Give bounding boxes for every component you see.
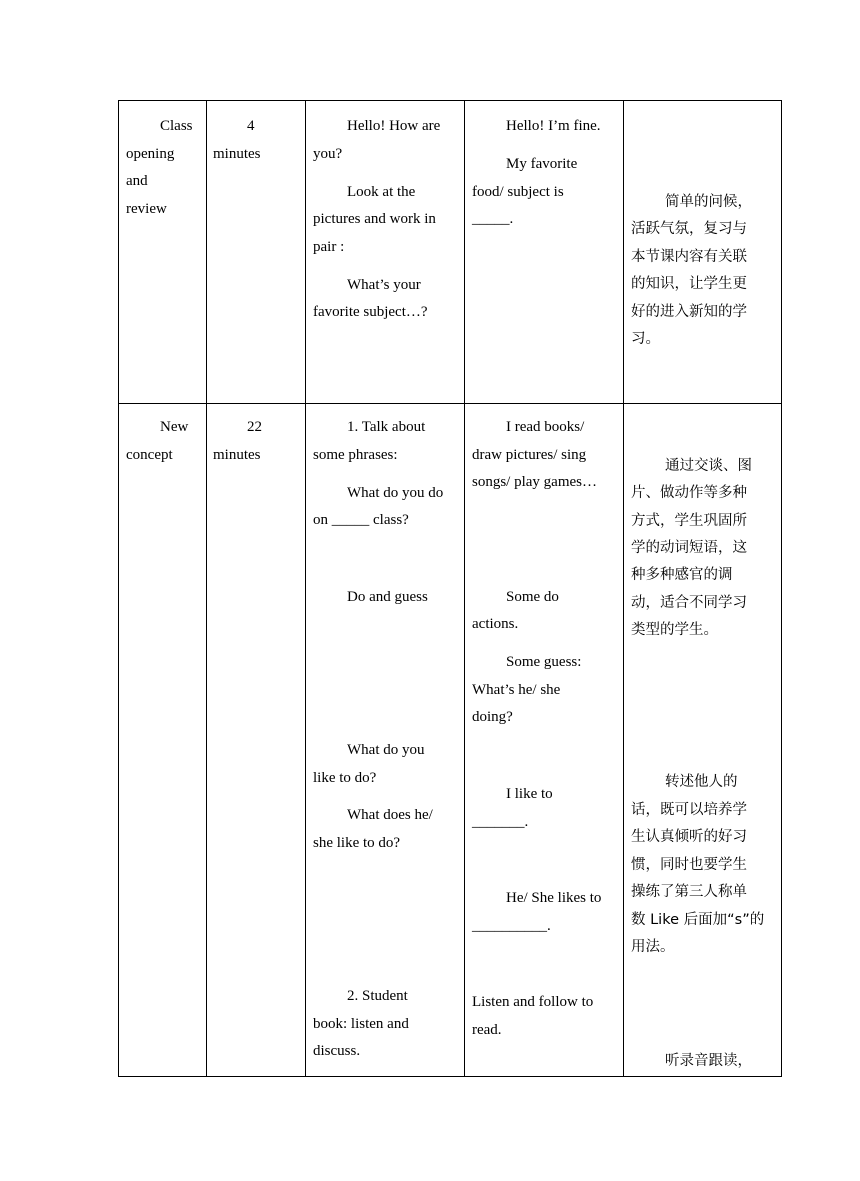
teacher-text: discuss. (313, 1043, 361, 1059)
column-divider (206, 100, 207, 1077)
purpose-text: 话，既可以培养学 (631, 802, 747, 818)
student-text: Listen and follow to (472, 994, 594, 1010)
teacher-text: What does he/ (347, 807, 433, 823)
purpose-text: 生认真倾听的好习 (631, 829, 747, 845)
time-value: 4 (247, 118, 255, 134)
stage-text: opening (126, 146, 175, 162)
column-divider (623, 100, 624, 1077)
teacher-text: like to do? (313, 770, 377, 786)
row-divider (118, 403, 782, 404)
table-right-border (781, 100, 782, 1077)
student-text: Some guess: (506, 654, 582, 670)
teacher-text: What’s your (347, 277, 421, 293)
student-text: Some do (506, 589, 559, 605)
teacher-text: 1. Talk about (347, 419, 426, 435)
student-text: songs/ play games… (472, 474, 597, 490)
student-text: He/ She likes to (506, 890, 602, 906)
student-text: __________. (472, 918, 551, 934)
purpose-text: 简单的问候， (665, 194, 752, 210)
purpose-text: 本节课内容有关联 (631, 249, 747, 265)
student-text: My favorite (506, 156, 578, 172)
teacher-text: What do you do (347, 485, 444, 501)
purpose-text: 用法。 (631, 939, 675, 955)
purpose-text: 通过交谈、图 (665, 458, 752, 474)
student-text: read. (472, 1022, 502, 1038)
time-unit: minutes (213, 447, 261, 463)
student-text: draw pictures/ sing (472, 447, 587, 463)
column-divider (464, 100, 465, 1077)
purpose-text: 活跃气氛，复习与 (631, 221, 747, 237)
stage-text: Class (160, 118, 193, 134)
table-left-border (118, 100, 119, 1077)
time-unit: minutes (213, 146, 261, 162)
student-text: I read books/ (506, 419, 585, 435)
stage-text: review (126, 201, 167, 217)
teacher-text: some phrases: (313, 447, 398, 463)
purpose-text: 好的进入新知的学 (631, 304, 747, 320)
student-text: I like to (506, 786, 553, 802)
table-top-border (118, 100, 782, 101)
purpose-text: 惯，同时也要学生 (631, 857, 747, 873)
stage-text: New (160, 419, 189, 435)
purpose-text: 数 Like 后面加“s”的 (631, 912, 765, 928)
stage-text: concept (126, 447, 173, 463)
teacher-text: pictures and work in (313, 211, 436, 227)
student-text: doing? (472, 709, 513, 725)
student-text: _____. (472, 211, 514, 227)
student-text: actions. (472, 616, 519, 632)
purpose-text: 动，适合不同学习 (631, 595, 747, 611)
teacher-text: on _____ class? (313, 512, 409, 528)
teacher-text: you? (313, 146, 343, 162)
student-text: Hello! I’m fine. (506, 118, 601, 134)
teacher-text: favorite subject…? (313, 304, 428, 320)
purpose-text: 听录音跟读， (665, 1053, 752, 1069)
purpose-text: 转述他人的 (665, 774, 738, 790)
teacher-text: pair : (313, 239, 345, 255)
purpose-text: 学的动词短语，这 (631, 540, 747, 556)
purpose-text: 方式，学生巩固所 (631, 513, 747, 529)
purpose-text: 的知识，让学生更 (631, 276, 747, 292)
purpose-text: 习。 (631, 331, 660, 347)
purpose-text: 操练了第三人称单 (631, 884, 747, 900)
student-text: _______. (472, 814, 529, 830)
stage-text: and (126, 173, 148, 189)
teacher-text: Look at the (347, 184, 416, 200)
teacher-text: Do and guess (347, 589, 428, 605)
purpose-text: 片、做动作等多种 (631, 485, 747, 501)
teacher-text: Hello! How are (347, 118, 441, 134)
teacher-text: 2. Student (347, 988, 408, 1004)
time-value: 22 (247, 419, 262, 435)
table-bottom-border (118, 1076, 782, 1077)
purpose-text: 种多种感官的调 (631, 567, 733, 583)
teacher-text: What do you (347, 742, 425, 758)
teacher-text: book: listen and (313, 1016, 409, 1032)
student-text: food/ subject is (472, 184, 564, 200)
teacher-text: she like to do? (313, 835, 401, 851)
purpose-text: 类型的学生。 (631, 622, 718, 638)
column-divider (305, 100, 306, 1077)
student-text: What’s he/ she (472, 682, 561, 698)
